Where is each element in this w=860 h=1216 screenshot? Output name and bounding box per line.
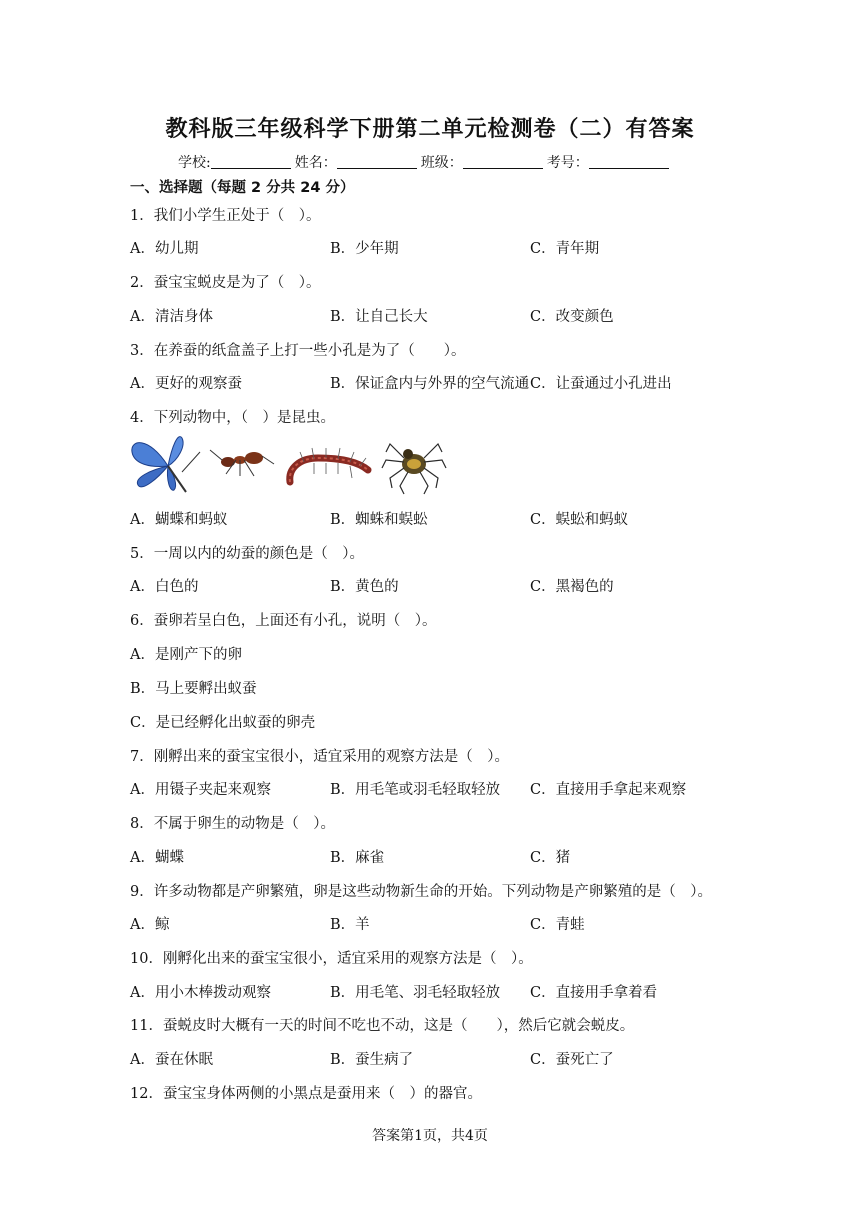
option-c: C．蚕死亡了: [530, 1052, 614, 1068]
school-label: 学校:: [178, 155, 211, 171]
option-b: B．用毛笔或羽毛轻取轻放: [330, 782, 501, 798]
option-a: A．蝴蝶: [130, 850, 184, 866]
question-stem: 1．我们小学生正处于（ ）。: [130, 208, 321, 224]
school-blank[interactable]: [211, 154, 291, 169]
question-stem: 10．刚孵化出来的蚕宝宝很小，适宜采用的观察方法是（ ）。: [130, 951, 533, 967]
question-stem: 4．下列动物中，（ ）是昆虫。: [130, 410, 335, 426]
option-c: C．让蚕通过小孔进出: [530, 376, 672, 392]
section-heading: 一、选择题（每题 2 分共 24 分）: [130, 180, 355, 196]
animal-figure: [128, 430, 448, 498]
class-blank[interactable]: [463, 154, 543, 169]
exam-no-blank[interactable]: [589, 154, 669, 169]
option-c: C．直接用手拿着看: [530, 985, 658, 1001]
butterfly-icon: [132, 437, 200, 492]
page-footer: 答案第1页，共4页: [372, 1128, 488, 1144]
option-b: B．让自己长大: [330, 309, 428, 325]
option-c: C．黑褐色的: [530, 579, 614, 595]
question-stem: 2．蚕宝宝蜕皮是为了（ ）。: [130, 275, 321, 291]
question-stem: 5．一周以内的幼蚕的颜色是（ ）。: [130, 546, 364, 562]
option-a: A．用镊子夹起来观察: [130, 782, 271, 798]
question-stem: 7．刚孵出来的蚕宝宝很小，适宜采用的观察方法是（ ）。: [130, 749, 509, 765]
option-a: A．蚕在休眠: [130, 1052, 213, 1068]
option-a: A．用小木棒拨动观察: [130, 985, 271, 1001]
option-b: B．蚕生病了: [330, 1052, 414, 1068]
question-stem: 8．不属于卵生的动物是（ ）。: [130, 816, 335, 832]
exam-no-label: 考号：: [546, 155, 589, 171]
class-label: 班级：: [420, 155, 463, 171]
option-a: A．幼儿期: [130, 241, 199, 257]
option-c: C．直接用手拿起来观察: [530, 782, 687, 798]
question-stem: 12．蚕宝宝身体两侧的小黑点是蚕用来（ ）的器官。: [130, 1086, 482, 1102]
option-b: B．马上要孵出蚁蚕: [130, 681, 257, 697]
option-c: C．青年期: [530, 241, 600, 257]
question-stem: 6．蚕卵若呈白色，上面还有小孔，说明（ ）。: [130, 613, 437, 629]
question-stem: 11．蚕蜕皮时大概有一天的时间不吃也不动，这是（ ），然后它就会蜕皮。: [130, 1018, 635, 1034]
question-stem: 3．在养蚕的纸盒盖子上打一些小孔是为了（ ）。: [130, 343, 466, 359]
option-c: C．青蛙: [530, 917, 585, 933]
option-a: A．蝴蝶和蚂蚁: [130, 512, 228, 528]
option-a: A．是刚产下的卵: [130, 647, 242, 663]
option-a: A．更好的观察蚕: [130, 376, 242, 392]
student-info-line: [178, 152, 673, 172]
option-a: A．白色的: [130, 579, 199, 595]
name-blank[interactable]: [337, 154, 417, 169]
option-b: B．保证盒内与外界的空气流通: [330, 376, 530, 392]
option-a: A．鲸: [130, 917, 170, 933]
option-b: B．蜘蛛和蜈蚣: [330, 512, 428, 528]
page-title: 教科版三年级科学下册第二单元检测卷（二）有答案: [165, 117, 695, 142]
question-stem: 9．许多动物都是产卵繁殖，卵是这些动物新生命的开始。下列动物是产卵繁殖的是（ ）。: [130, 884, 712, 900]
centipede-icon: [290, 448, 368, 482]
option-c: C．是已经孵化出蚁蚕的卵壳: [130, 715, 316, 731]
name-label: 姓名：: [294, 155, 337, 171]
option-b: B．黄色的: [330, 579, 399, 595]
option-b: B．麻雀: [330, 850, 385, 866]
option-b: B．用毛笔、羽毛轻取轻放: [330, 985, 501, 1001]
option-a: A．清洁身体: [130, 309, 213, 325]
option-c: C．猪: [530, 850, 571, 866]
option-c: C．改变颜色: [530, 309, 614, 325]
ant-icon: [210, 450, 274, 476]
option-c: C．蜈蚣和蚂蚁: [530, 512, 629, 528]
option-b: B．羊: [330, 917, 370, 933]
option-b: B．少年期: [330, 241, 399, 257]
spider-icon: [382, 444, 446, 494]
